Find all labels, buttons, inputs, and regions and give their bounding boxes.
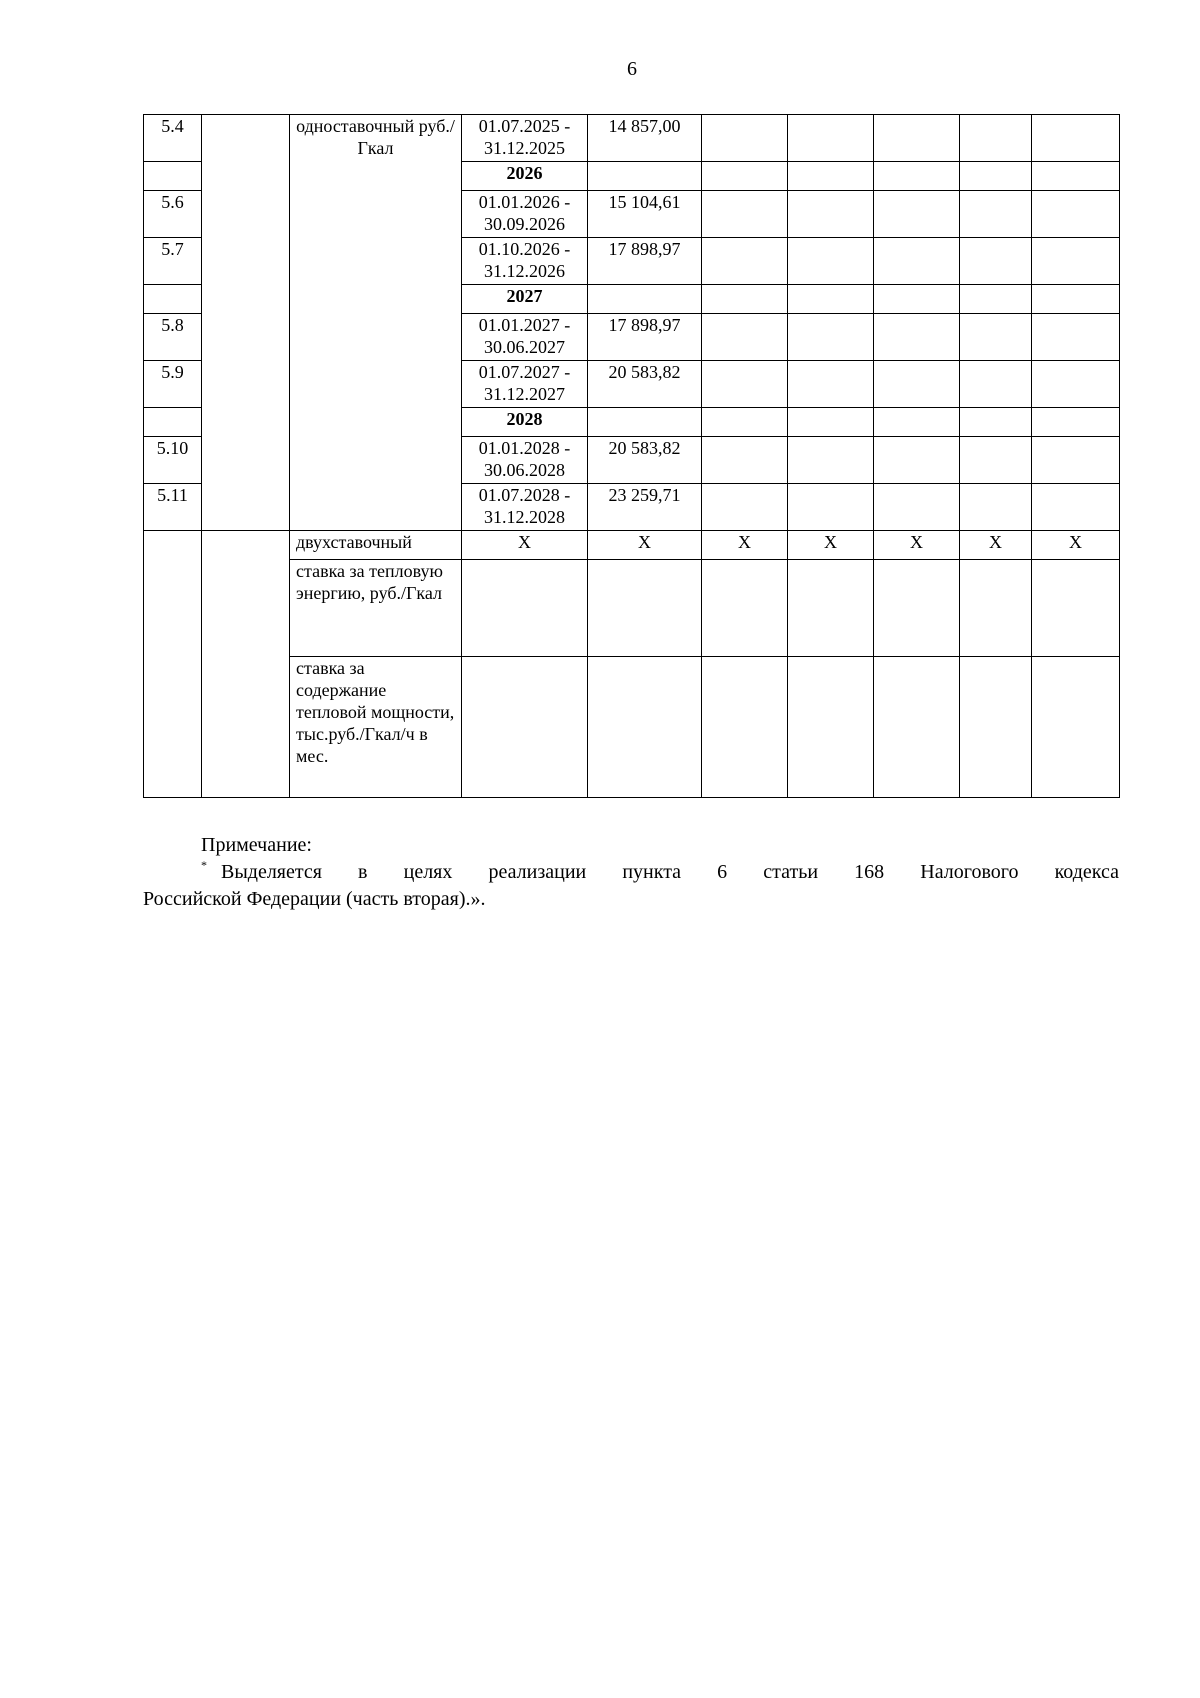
row-number: 5.7 xyxy=(144,238,202,285)
blank-column-cell xyxy=(202,531,290,798)
note-title: Примечание: xyxy=(201,834,312,856)
table-row xyxy=(144,560,1120,657)
note-text: Выделяется в целях реализации пункта 6 статьи 168 Налогового кодекса xyxy=(221,861,1119,883)
value-cell: 20 583,82 xyxy=(588,437,702,484)
empty-cell xyxy=(788,162,874,191)
empty-cell xyxy=(874,560,960,657)
empty-cell xyxy=(788,657,874,798)
empty-cell xyxy=(588,657,702,798)
x-mark: Х xyxy=(960,531,1032,560)
empty-cell xyxy=(588,408,702,437)
row-number xyxy=(144,162,202,191)
empty-cell xyxy=(960,238,1032,285)
empty-cell xyxy=(788,437,874,484)
period-cell: 01.10.2026 - 31.12.2026 xyxy=(462,238,588,285)
row-number xyxy=(144,408,202,437)
empty-cell xyxy=(960,408,1032,437)
x-mark: Х xyxy=(788,531,874,560)
period-cell: 01.07.2028 - 31.12.2028 xyxy=(462,484,588,531)
empty-cell xyxy=(702,408,788,437)
empty-cell xyxy=(588,162,702,191)
empty-cell xyxy=(1032,115,1120,162)
empty-cell xyxy=(702,437,788,484)
empty-cell xyxy=(702,484,788,531)
empty-cell xyxy=(588,285,702,314)
year-cell: 2026 xyxy=(462,162,588,191)
empty-cell xyxy=(1032,285,1120,314)
x-mark: Х xyxy=(874,531,960,560)
value-cell: 23 259,71 xyxy=(588,484,702,531)
empty-cell xyxy=(874,657,960,798)
year-cell: 2027 xyxy=(462,285,588,314)
period-cell: 01.01.2027 - 30.06.2027 xyxy=(462,314,588,361)
empty-cell xyxy=(702,657,788,798)
empty-cell xyxy=(1032,162,1120,191)
year-cell: 2028 xyxy=(462,408,588,437)
empty-cell xyxy=(960,285,1032,314)
value-cell: 14 857,00 xyxy=(588,115,702,162)
empty-cell xyxy=(1032,314,1120,361)
row-number: 5.10 xyxy=(144,437,202,484)
row-number: 5.4 xyxy=(144,115,202,162)
footnote-marker: * xyxy=(201,858,207,872)
empty-cell xyxy=(1032,484,1120,531)
row-number: 5.6 xyxy=(144,191,202,238)
row-number xyxy=(144,285,202,314)
empty-cell xyxy=(874,115,960,162)
period-cell: 01.01.2028 - 30.06.2028 xyxy=(462,437,588,484)
empty-cell xyxy=(960,115,1032,162)
empty-cell xyxy=(702,191,788,238)
empty-cell xyxy=(462,560,588,657)
table-row xyxy=(144,531,1120,560)
empty-cell xyxy=(702,361,788,408)
empty-cell xyxy=(702,238,788,285)
empty-cell xyxy=(588,560,702,657)
empty-cell xyxy=(462,657,588,798)
empty-cell xyxy=(960,361,1032,408)
empty-cell xyxy=(788,285,874,314)
page-number: 6 xyxy=(627,58,637,80)
empty-cell xyxy=(960,162,1032,191)
empty-cell xyxy=(960,484,1032,531)
value-cell: 17 898,97 xyxy=(588,314,702,361)
empty-cell xyxy=(960,437,1032,484)
x-mark: Х xyxy=(588,531,702,560)
row-number: 5.9 xyxy=(144,361,202,408)
x-mark: Х xyxy=(702,531,788,560)
period-cell: 01.07.2025 - 31.12.2025 xyxy=(462,115,588,162)
empty-cell xyxy=(1032,437,1120,484)
empty-cell xyxy=(874,408,960,437)
blank-column-cell xyxy=(202,115,290,531)
empty-cell xyxy=(1032,657,1120,798)
empty-cell xyxy=(960,657,1032,798)
empty-cell xyxy=(960,191,1032,238)
empty-cell xyxy=(702,560,788,657)
x-mark: Х xyxy=(462,531,588,560)
period-cell: 01.07.2027 - 31.12.2027 xyxy=(462,361,588,408)
empty-cell xyxy=(788,238,874,285)
tariff-table xyxy=(143,114,1120,798)
table-row xyxy=(144,115,1120,162)
empty-cell xyxy=(874,162,960,191)
empty-cell xyxy=(788,191,874,238)
empty-cell xyxy=(874,285,960,314)
empty-cell xyxy=(788,361,874,408)
empty-cell xyxy=(788,115,874,162)
empty-cell xyxy=(788,560,874,657)
empty-cell xyxy=(702,314,788,361)
x-mark: Х xyxy=(1032,531,1120,560)
value-cell: 20 583,82 xyxy=(588,361,702,408)
two-rate-label: двухставочный xyxy=(290,531,462,560)
empty-cell xyxy=(1032,560,1120,657)
row-number: 5.11 xyxy=(144,484,202,531)
note-text-line2: Российской Федерации (часть вторая).». xyxy=(143,888,486,910)
empty-cell xyxy=(874,437,960,484)
empty-cell xyxy=(874,238,960,285)
empty-cell xyxy=(874,191,960,238)
note-text-line1 xyxy=(143,859,1119,886)
empty-cell xyxy=(874,484,960,531)
empty-cell xyxy=(874,314,960,361)
footnote xyxy=(143,832,1119,913)
energy-rate-label: ставка за тепловую энергию, руб./Гкал xyxy=(290,560,462,657)
table-row xyxy=(144,657,1120,798)
value-cell: 17 898,97 xyxy=(588,238,702,285)
empty-cell xyxy=(144,531,202,798)
single-rate-label: одноставочный руб./Гкал xyxy=(290,115,462,531)
empty-cell xyxy=(702,285,788,314)
empty-cell xyxy=(874,361,960,408)
power-rate-label: ставка за содержание тепловой мощности, тыс.руб./Гкал/ч в мес. xyxy=(290,657,462,798)
empty-cell xyxy=(702,115,788,162)
empty-cell xyxy=(788,408,874,437)
empty-cell xyxy=(1032,408,1120,437)
empty-cell xyxy=(788,484,874,531)
empty-cell xyxy=(788,314,874,361)
period-cell: 01.01.2026 - 30.09.2026 xyxy=(462,191,588,238)
empty-cell xyxy=(960,560,1032,657)
empty-cell xyxy=(702,162,788,191)
empty-cell xyxy=(1032,238,1120,285)
empty-cell xyxy=(1032,191,1120,238)
empty-cell xyxy=(960,314,1032,361)
empty-cell xyxy=(1032,361,1120,408)
row-number: 5.8 xyxy=(144,314,202,361)
value-cell: 15 104,61 xyxy=(588,191,702,238)
